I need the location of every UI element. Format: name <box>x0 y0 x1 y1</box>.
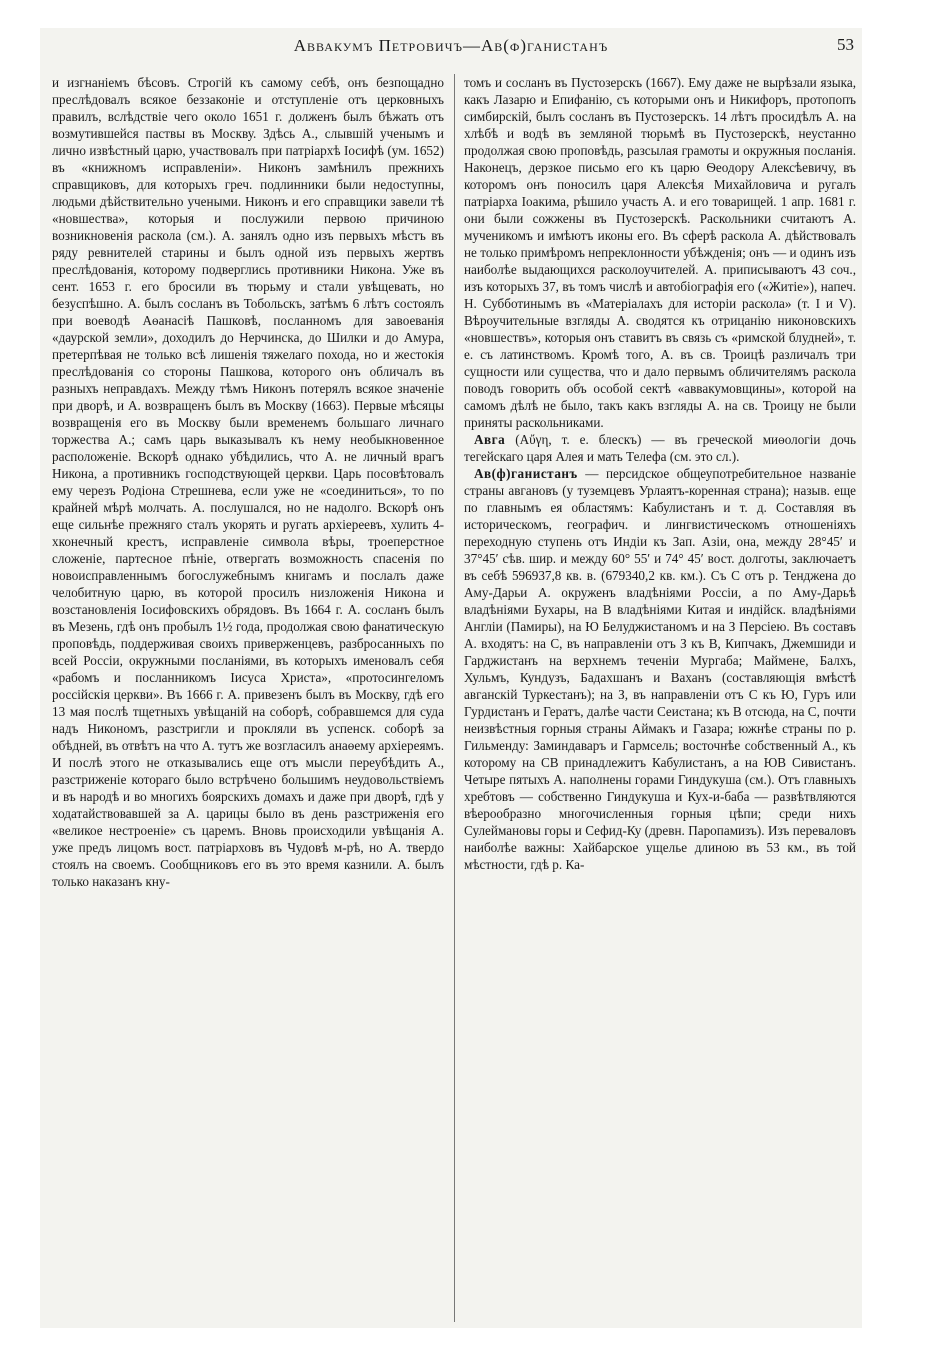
entry-afghanistan-headword: Ав(ф)ганистанъ <box>474 466 578 481</box>
entry-avga-headword: Авга <box>474 432 506 447</box>
entry-afghanistan <box>464 465 856 873</box>
page-number: 53 <box>837 35 854 54</box>
entry-afghanistan-text: — персидское общеупотребительное названіе страны авгановъ (у туземцевъ Урлаятъ-коренная страна); назыв. еще по главнымъ ея областямъ: Кабулистанъ и т. д. Составляя въ историческомъ, географич. и лингвистическомъ отношеніяхъ переходную ступень отъ Индіи къ Зап. Азіи, она, между 28°45′ и 37°45′ сѣв. шир. и между 60° 55′ и 74° 45′ вост. долготы, заключаетъ въ себѣ 596937,8 кв. в. (679340,2 кв. км.). Съ С отъ р. Тенджена до Аму-Дарьи А. окруженъ владѣніями Россіи, а по Аму-Дарьѣ владѣніями Бухары, на В владѣніями Китая и индійск. владѣніями Англіи (Памиры), на Ю Белуджистаномъ и на З Персіею. Въ составъ А. входятъ: на С, въ направленіи отъ З къ В, Кипчакъ, Джемшиди и Гарджистанъ на верхнемъ теченіи Мургаба; Маймене, Балхъ, Хульмъ, Кундузъ, Бадахшанъ и Ваханъ (составляющія вмѣстѣ авганскій Туркестанъ); на З, въ направленіи отъ С къ Ю, Гуръ или Гурдистанъ и Гератъ, далѣе части Сеистана; къ В отсюда, на С, почти неизвѣстныя горныя страны Аймакъ и Газара; южнѣе страны по р. Гильменду: Заминдаваръ и Гармсель; восточнѣе собственный А., къ которому на СВ принадлежитъ Кабулистанъ, а на ЮВ Сивистанъ. Четыре пятыхъ А. наполнены горами Гиндукуша (см.). Отъ главныхъ хребтовъ — собственно Гиндукуша и Кух-и-баба — развѣтвляются вѣерообразно многочисленныя горныя цѣпи; среди нихъ Сулеймановы горы и Сефид-Ку (древн. Паропамизъ). Изъ переваловъ наиболѣе важны: Хайбарское ущелье длиною въ 53 км., въ той мѣстности, гдѣ р. Ка- <box>464 466 856 872</box>
right-column-paragraph: томъ и сосланъ въ Пустозерскъ (1667). Ему даже не вырѣзали языка, какъ Лазарю и Епифанію, съ которыми онъ и Никифоръ, протопопъ симбирскій, былъ сосланъ въ Пустозерскъ. 14 лѣтъ просидѣлъ А. на хлѣбѣ и водѣ въ земляной тюрьмѣ въ Пустозерскѣ, неустанно продолжая свою проповѣдь, разсылая грамоты и окружныя посланія. Наконецъ, дерзкое письмо его къ царю Ѳеодору Алексѣевичу, въ которомъ онъ поносилъ царя Алексѣя Михайловича и ругалъ патріарха Іоакима, рѣшило участь А. и его товарищей. 1 апр. 1681 г. они были сожжены въ Пустозерскѣ. Раскольники считаютъ А. мученикомъ и имѣютъ иконы его. Въ сферѣ раскола А. дѣйствовалъ не только примѣромъ непреклонности убѣжденія; онъ — и одинъ изъ наиболѣе выдающихся расколоучителей. А. приписываютъ 43 соч., изъ которыхъ 37, въ томъ числѣ и автобіографія его («Житіе»), напеч. Н. Субботинымъ въ «Матеріалахъ для исторіи раскола» (т. I и V). Вѣроучительные взгляды А. сводятся къ отрицанію никоновскихъ «новшествъ», которыя онъ ставитъ въ связь съ «римской блудней», т. е. съ латинствомъ. Кромѣ того, А. въ св. Троицѣ различалъ три сущности или существа, что и дало первымъ обличителямъ раскола поводъ говорить объ особой сектѣ «аввакумовщины», которой на самомъ дѣлѣ не было, такъ какъ взгляды А. на св. Троицу не были приняты раскольниками. <box>464 75 856 430</box>
page-header <box>40 28 862 68</box>
page <box>40 28 862 1328</box>
column-divider <box>454 74 455 1322</box>
left-column <box>52 74 444 1322</box>
entry-avga-text: (Αὔγη, т. е. блескъ) — въ греческой миѳологіи дочь тегейскаго царя Алея и мать Телефа (см. это сл.). <box>464 432 856 464</box>
entry-avga <box>464 431 856 465</box>
text-columns <box>52 74 856 1322</box>
right-column <box>464 74 856 1322</box>
running-title: Аввакумъ Петровичъ—Ав(ф)ганистанъ <box>293 36 609 55</box>
left-column-text: и изгнаніемъ бѣсовъ. Строгій къ самому себѣ, онъ безпощадно преслѣдовалъ всякое беззаконіе и отступленіе отъ церковныхъ правилъ, вслѣдствіе чего около 1651 г. долженъ былъ бѣжать отъ возмутившейся паствы въ Москву. Здѣсь А., слывшій ученымъ и лично извѣстный царю, участвовалъ при патріархѣ Іосифѣ (ум. 1652) въ «книжномъ исправленіи». Никонъ замѣнилъ прежнихъ справщиковъ, для которыхъ греч. подлинники были недоступны, людьми дѣйствительно учеными. Никонъ и его справщики завели тѣ «новшества», которыя и послужили первою причиною возникновенія раскола (см.). А. занялъ одно изъ первыхъ мѣстъ въ ряду ревнителей старины и былъ одной изъ первыхъ жертвъ преслѣдованія, которому подверглись противники Никона. Уже въ сент. 1653 г. его бросили въ тюрьму и стали увѣщевать, но безуспѣшно. А. былъ сосланъ въ Тобольскъ, затѣмъ 6 лѣтъ состоялъ при воеводѣ Аѳанасіѣ Пашковѣ, посланномъ для завоеванія «даурской земли», доходилъ до Нерчинска, до Шилки и до Амура, претерпѣвая не только всѣ лишенія тяжелаго похода, но и жестокія преслѣдованія со стороны Пашкова, которого онъ обличалъ въ разныхъ неправдахъ. Между тѣмъ Никонъ потерялъ всякое значеніе при дворѣ, и А. возвращенъ былъ въ Москву (1663). Первые мѣсяцы возвращенія его въ Москву были временемъ большаго личнаго торжества А.; самъ царь выказывалъ къ нему необыкновенное расположеніе. Вскорѣ однако убѣдились, что А. не личный врагъ Никона, а противникъ господствующей церкви. Царь посовѣтовалъ ему черезъ Родіона Стрешнева, если уже не «соединиться», то по крайней мѣрѣ молчать. А. послушался, но не надолго. Вскорѣ онъ еще сильнѣе прежняго сталъ укорять и ругать архіереевъ, хулить 4-хконечный крестъ, исправленіе символа вѣры, троеперстное сложеніе, партесное пѣніе, отвергать возможность спасенія по новоисправленнымъ богослужебнымъ книгамъ и послалъ даже челобитную царю, въ которой просилъ низложенія Никона и возстановленія Іосифовскихъ обрядовъ. Въ 1664 г. А. сосланъ былъ въ Мезень, гдѣ онъ пробылъ 1½ года, продолжая свою фанатическую проповѣдь, поддерживая своихъ приверженцевъ, разбросанныхъ по всей Россіи, окружными посланіями, въ которыхъ именовалъ себя «рабомъ и посланникомъ Іисуса Христа», «протосингеломъ россійскія церкви». Въ 1666 г. А. привезенъ былъ въ Москву, гдѣ его 13 мая послѣ тщетныхъ увѣщаній на соборѣ, собравшемся для суда надъ Никономъ, разстригли и прокляли въ успенск. соборѣ за обѣдней, въ отвѣтъ на что А. тутъ же возгласилъ анаѳему архіереямъ. И послѣ этого не отказывались еще отъ мысли переубѣдить А., разстриженіе котораго было встрѣчено большимъ неудовольствіемъ и въ народѣ и во многихъ боярскихъ домахъ и даже при дворѣ, гдѣ у ходатайствовавшей за А. царицы было въ день разстриженія его «великое нестроеніе» съ царемъ. Вновь происходили увѣщанія А. уже предъ лицомъ вост. патріарховъ въ Чудовѣ м-рѣ, но А. твердо стоялъ на своемъ. Сообщниковъ его въ это время казнили. А. былъ только наказанъ кну- <box>52 75 444 889</box>
